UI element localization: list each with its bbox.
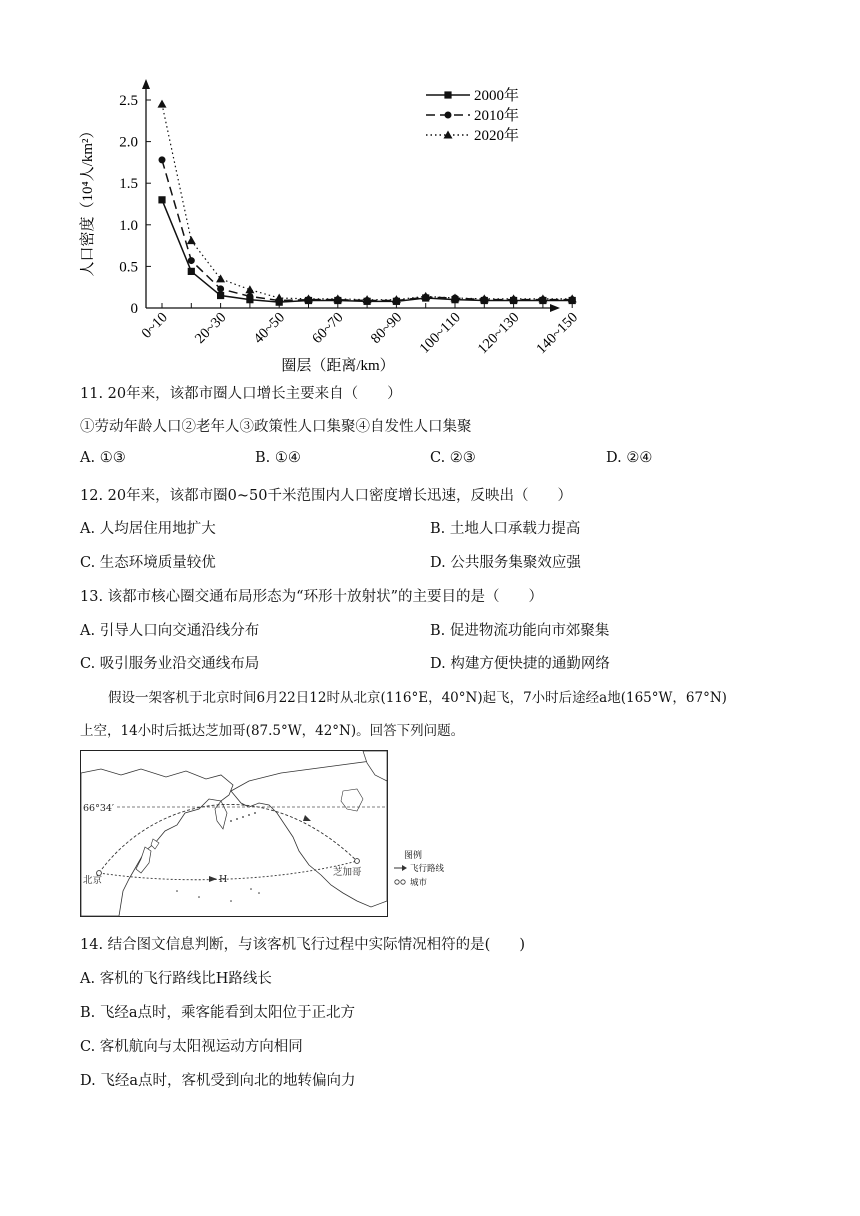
q12-option-a[interactable]: A. 人均居住用地扩大	[80, 521, 216, 537]
q11-option-c[interactable]: C. ②③	[430, 450, 476, 466]
data-point	[158, 196, 165, 203]
q12-stem: 12. 20年来，该都市圈0~50千米范围内人口密度增长迅速，反映出（ ）	[80, 488, 572, 504]
y-tick-label: 1.5	[119, 176, 138, 193]
data-point	[216, 274, 225, 282]
legend-label: 2020年	[474, 128, 520, 144]
beijing-label: 北京	[83, 875, 103, 886]
q14-option-b[interactable]: B. 飞经a点时，乘客能看到太阳位于正北方	[80, 1005, 356, 1021]
x-tick-label: 60~70	[309, 309, 347, 347]
passage-line-1: 假设一架客机于北京时间6月22日12时从北京(116°E，40°N)起飞，7小时后途经a地(165°W，67°N)	[108, 690, 727, 706]
q14-option-d[interactable]: D. 飞经a点时，客机受到向北的地转偏向力	[80, 1073, 356, 1089]
y-tick-label: 0	[130, 301, 138, 317]
q14-option-c[interactable]: C. 客机航向与太阳视运动方向相同	[80, 1039, 303, 1055]
y-tick-label: 1.0	[119, 217, 138, 234]
series-line	[162, 160, 572, 301]
y-tick-label: 2.5	[119, 93, 138, 109]
north-america-landmass	[231, 759, 387, 907]
x-tick-label: 100~110	[416, 309, 464, 357]
x-tick-label: 40~50	[250, 309, 289, 347]
y-axis-arrow	[142, 79, 150, 89]
q13-option-a[interactable]: A. 引导人口向交通沿线分布	[80, 623, 260, 639]
chart-legend	[426, 86, 519, 144]
q11-option-b[interactable]: B. ①④	[255, 450, 301, 466]
q12-option-d[interactable]: D. 公共服务集聚效应强	[430, 555, 581, 571]
city-marker-icon	[394, 878, 408, 886]
q14-option-a[interactable]: A. 客机的飞行路线比H路线长	[80, 971, 272, 987]
map-drawing	[81, 751, 387, 916]
y-axis-title: 人口密度（10⁴人/km²）	[80, 123, 96, 277]
passage-line-2: 上空，14小时后抵达芝加哥(87.5°W，42°N)。回答下列问题。	[80, 723, 465, 739]
data-point	[188, 257, 195, 264]
legend-title: 图例	[404, 851, 423, 861]
h-label: H	[219, 874, 228, 885]
q13-stem: 13. 该都市核心圈交通布局形态为“环形十放射状”的主要目的是（ ）	[80, 589, 543, 605]
map-legend	[394, 848, 464, 898]
legend-city-label: 城市	[410, 878, 428, 888]
q13-option-d[interactable]: D. 构建方便快捷的通勤网络	[430, 656, 610, 672]
q12-option-b[interactable]: B. 土地人口承载力提高	[430, 521, 581, 537]
x-tick-label: 0~10	[138, 309, 171, 342]
x-axis-title: 圈层（距离/km）	[281, 358, 395, 374]
q11-stem: 11. 20年来，该都市圈人口增长主要来自（ ）	[80, 386, 402, 402]
data-point	[246, 293, 253, 300]
data-point	[158, 100, 167, 108]
data-point	[217, 292, 224, 299]
flight-map	[80, 750, 388, 917]
data-point	[187, 236, 196, 244]
y-tick-label: 2.0	[119, 134, 138, 151]
series-line	[162, 200, 572, 302]
q12-option-c[interactable]: C. 生态环境质量较优	[80, 555, 216, 571]
x-tick-label: 80~90	[367, 309, 406, 347]
data-point	[159, 156, 166, 163]
legend-label: 2000年	[474, 88, 520, 104]
chicago-label: 芝加哥	[333, 867, 362, 878]
legend-label: 2010年	[474, 108, 520, 124]
q11-items: ①劳动年龄人口②老年人③政策性人口集聚④自发性人口集聚	[80, 419, 472, 435]
q11-option-d[interactable]: D. ②④	[606, 450, 653, 466]
x-tick-label: 20~30	[192, 309, 230, 347]
q14-stem: 14. 结合图文信息判断，与该客机飞行过程中实际情况相符的是( )	[80, 937, 525, 953]
data-point	[444, 91, 451, 98]
data-point	[245, 285, 254, 293]
y-tick-label: 0.5	[119, 259, 138, 276]
population-density-chart	[70, 75, 582, 375]
data-point	[217, 285, 224, 292]
x-tick-label: 120~130	[474, 309, 523, 358]
legend-route-label: 飞行路线	[410, 864, 445, 874]
data-point	[445, 112, 452, 119]
q13-option-b[interactable]: B. 促进物流功能向市郊聚集	[430, 623, 610, 639]
x-tick-label: 140~150	[533, 309, 582, 358]
chicago-city-marker	[355, 859, 360, 864]
route-arrow-icon	[394, 864, 408, 872]
q13-option-c[interactable]: C. 吸引服务业沿交通线布局	[80, 656, 260, 672]
q11-option-a[interactable]: A. ①③	[80, 450, 126, 466]
x-axis-arrow	[550, 304, 560, 312]
aleutian-islands	[230, 812, 256, 822]
data-point	[188, 268, 195, 275]
arctic-circle-label: 66°34′	[83, 803, 115, 814]
